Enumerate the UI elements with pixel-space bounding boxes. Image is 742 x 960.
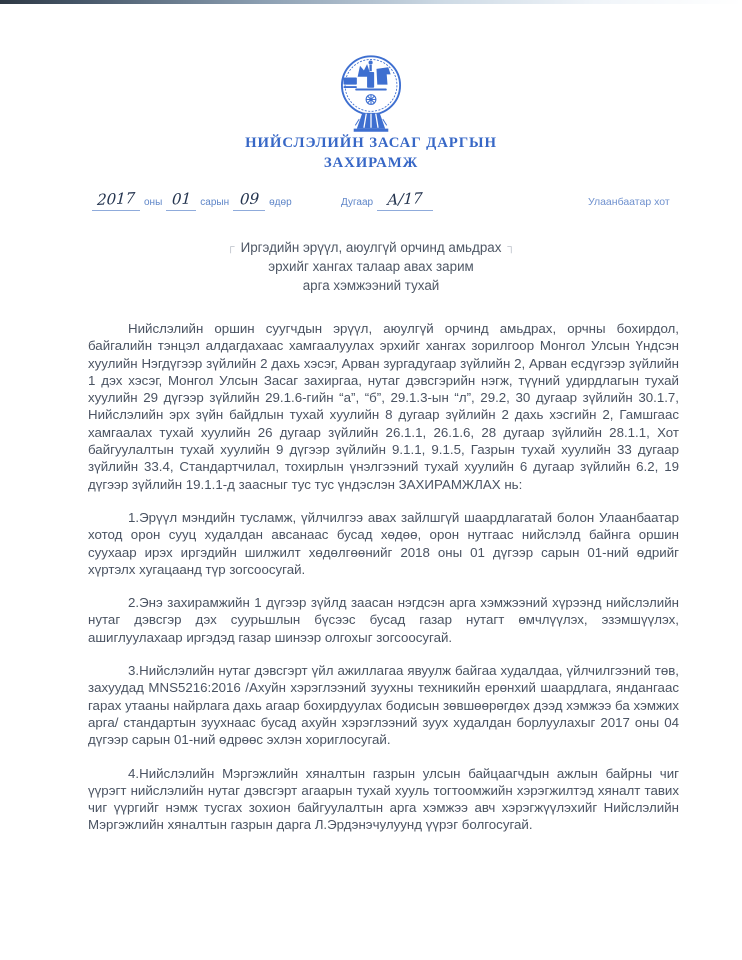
number-label: Дугаар [341, 197, 374, 208]
clause-2-paragraph: 2.Энэ захирамжийн 1 дүгээр зүйлд заасан нэгдсэн арга хэмжээний хүрээнд нийслэлийн нутаг дэвсгэр дэх суурьшлын бүсээс бусад газар нутагт өмчлүүлэх, эзэмшүүлэх, ашиглуулахаар иргэдэд газар шинээр олгохыг зогсоосугай. [88, 595, 679, 645]
org-title-line2: ЗАХИРАМЖ [323, 155, 419, 171]
day-label: өдөр [269, 197, 292, 208]
number-slot [377, 191, 433, 211]
date-month-field [166, 191, 196, 211]
decree-subject-heading [0, 238, 742, 295]
handwritten-day: 09 [239, 189, 260, 209]
decree-body [88, 320, 679, 850]
document-org-title [0, 133, 742, 173]
corner-mark-left: ┌ [226, 241, 235, 253]
handwritten-year: 2017 [96, 188, 136, 210]
city-label: Улаанбаатар хот [588, 196, 670, 208]
clause-1-paragraph: 1.Эрүүл мэндийн тусламж, үйлчилгээ авах зайлшгүй шаардлагатай болон Улаанбаатар хотод орон сууц худалдан авсанаас бусад хөдөө, орон нутгаас нийслэлд байнга оршин суухаар ирэх иргэдийн шилжилт хөдөлгөөнийг 2018 оны 01 дүгээр сарын 01-ний өдрийг хүртэлх хугацаанд түр зогсоосугай. [88, 509, 679, 577]
date-and-number-row [0, 188, 742, 219]
handwritten-month: 01 [171, 189, 192, 209]
scan-artifact-top-edge [0, 0, 742, 4]
year-label: оны [144, 197, 163, 208]
clause-3-paragraph: 3.Нийслэлийн нутаг дэвсгэрт үйл ажиллагаа явуулж байгаа худалдаа, үйлчилгээний төв, захуудад MNS5216:2016 /Ахуйн хэрэглээний зуухны техникийн ерөнхий шаардлага, яндангаас гарах утааны найрлага дахь агаар бохирдуулах бодисын зөвшөөрөгдөх дээд хэмжээ ба хэмжих арга/ стандартын зуухнаас бусад ахуйн хэрэглээний зуух худалдан борлуулахыг 2017 оны 04 дүгээр сарын 01-ний өдрөөс эхлэн хориглосугай. [88, 663, 679, 748]
subject-line-3: арга хэмжээний тухай [302, 278, 440, 293]
org-title-line1: НИЙСЛЭЛИЙН ЗАСАГ ДАРГЫН [245, 135, 497, 151]
handwritten-number: А/17 [386, 189, 424, 209]
month-label: сарын [200, 197, 230, 208]
preamble-paragraph: Нийслэлийн оршин суугчдын эрүүл, аюулгүй орчинд амьдрах, орчны бохирдол, байгалийн тэнцэл алдагдахаас хамгаалуулах эрхийг хангах зорилгоор Монгол Улсын Үндсэн хуулийн Нэгдүгээр зүйлийн 2 дахь хэсэг, Арван зургадугаар зүйлийн 2, Арван есдүгээр зүйлийн 1 дэх хэсэг, Монгол Улсын Засаг захиргаа, нутаг дэвсгэрийн нэгж, түүний удирдлагын тухай хуулийн 29 дүгээр зүйлийн 29.1.6-гийн “а”, “б”, 29.1.3-ын “л”, 29.2, 30 дугаар зүйлийн 30.1.7, Нийслэлийн эрх зүйн байдлын тухай хуулийн 8 дугаар зүйлийн 2 дахь хэсгийн 2, Гамшгаас хамгаалах тухай хуулийн 26 дугаар зүйлийн 26.1.1, 26.1.6, 28 дугаар зүйлийн 28.1.1, Хот байгуулалтын тухай хуулийн 9 дүгээр зүйлийн 9.1.1, 9.1.5, Газрын тухай хуулийн 33 дугаар зүйлийн 33.4, Стандартчилал, тохирлын үнэлгээний тухай хуулийн 6 дугаар зүйлийн 6.2, 19 дүгээр зүйлийн 19.1.1-д заасныг тус тус үндэслэн ЗАХИРАМЖЛАХ нь: [88, 321, 679, 492]
clause-4-paragraph: 4.Нийслэлийн Мэргэжлийн хяналтын газрын улсын байцаагчдын ажлын байрны чиг үүрэгт нийслэлийн нутаг дэвсгэрт агаарын тухай хууль тогтоомжийн хэрэгжилтэд хяналт тавих чиг үүргийг нэмж тусгах зохион байгуулалтын арга хэмжээ авч хэрэгжүүлэхийг Нийслэлийн Мэргэжлийн хяналтын газрын дарга Л.Эрдэнэчулуунд үүрэг болгосугай. [88, 765, 679, 833]
corner-mark-right: ┐ [507, 241, 516, 253]
ulaanbaatar-city-emblem-icon [331, 50, 411, 138]
date-fields [92, 188, 296, 211]
subject-line-1 [0, 238, 742, 257]
date-day-field [233, 191, 265, 211]
date-year-field [92, 188, 140, 211]
decree-number-field [337, 191, 433, 211]
subject-line-1-text: Иргэдийн эрүүл, аюулгүй орчинд амьдрах [240, 240, 502, 255]
subject-line-2: эрхийг хангах талаар авах зарим [268, 259, 474, 274]
